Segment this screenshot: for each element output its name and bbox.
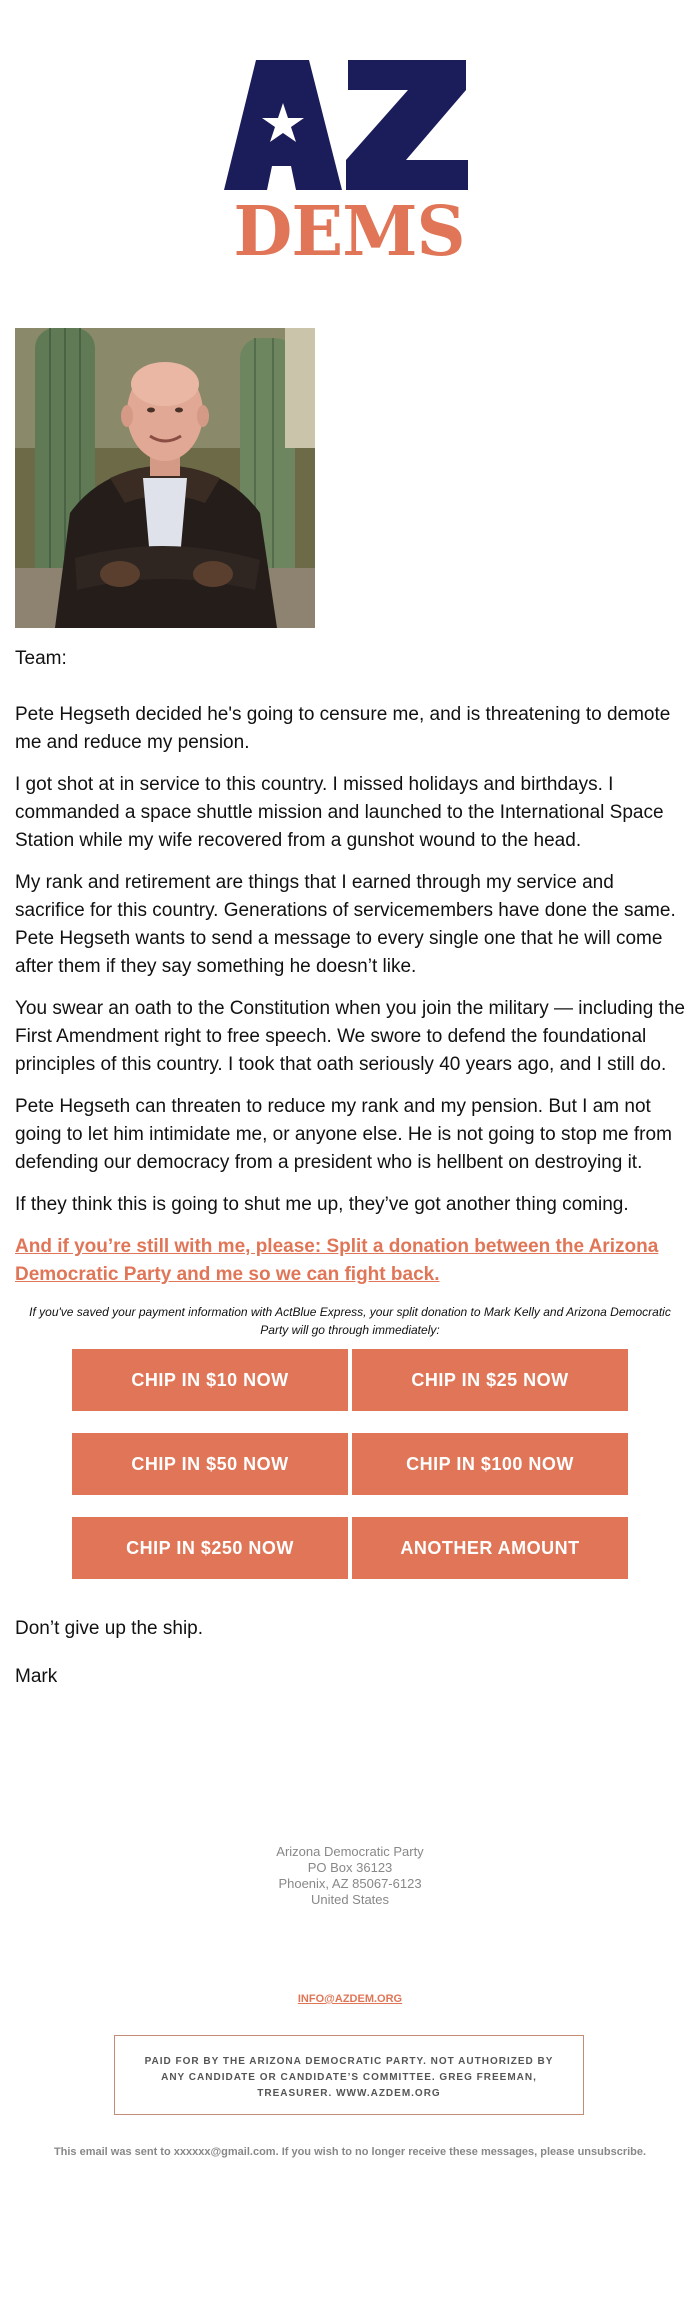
paragraph: Pete Hegseth decided he's going to censure me, and is threatening to demote me and reduce my pension. — [15, 704, 671, 753]
chip-in-50-button[interactable]: CHIP IN $50 NOW — [72, 1433, 348, 1495]
donation-buttons — [72, 1349, 628, 1579]
paragraph: You swear an oath to the Constitution when you join the military — including the First Amendment right to free speech. We swore to defend the foundational principles of this country. I took that oath seriously 40 years ago, and I still do. — [15, 998, 685, 1075]
paragraph: Pete Hegseth can threaten to reduce my rank and my pension. But I am not going to let him intimidate me, or anyone else. He is not going to stop me from defending our democracy from a president who is hellbent on destroying it. — [15, 1096, 672, 1173]
portrait-illustration — [15, 328, 315, 628]
chip-in-250-button[interactable]: CHIP IN $250 NOW — [72, 1517, 348, 1579]
address-line: Phoenix, AZ 85067-6123 — [278, 1876, 422, 1891]
sent-notice: This email was sent to xxxxxx@gmail.com. If you wish to no longer receive these messages, please unsubscribe. — [53, 2146, 647, 2158]
footer-address — [0, 1844, 700, 1908]
portrait-photo — [15, 328, 315, 628]
footer-email — [0, 1993, 700, 2005]
az-dems-logo-graphic — [224, 60, 474, 260]
address-line: PO Box 36123 — [307, 1860, 393, 1875]
another-amount-button[interactable]: ANOTHER AMOUNT — [352, 1517, 628, 1579]
letter-body — [15, 630, 685, 1691]
az-dems-logo — [224, 60, 474, 260]
split-donation-link[interactable]: And if you’re still with me, please: Split a donation between the Arizona Democratic Party and me so we can fight back. — [15, 1236, 659, 1285]
signoff: Don’t give up the ship. — [15, 1618, 204, 1639]
actblue-express-notice: If you've saved your payment information with ActBlue Express, your split donation to Mark Kelly and Arizona Democratic Party will go through immediately: — [29, 1305, 671, 1337]
chip-in-10-button[interactable]: CHIP IN $10 NOW — [72, 1349, 348, 1411]
email-link[interactable]: INFO@AZDEM.ORG — [297, 1993, 403, 2005]
chip-in-100-button[interactable]: CHIP IN $100 NOW — [352, 1433, 628, 1495]
signature: Mark — [15, 1666, 58, 1687]
address-line: Arizona Democratic Party — [276, 1844, 424, 1859]
address-line: United States — [310, 1892, 390, 1907]
paid-for-disclaimer: PAID FOR BY THE ARIZONA DEMOCRATIC PARTY. NOT AUTHORIZED BY ANY CANDIDATE OR CANDIDATE’S COMMITTEE. GREG FREEMAN, TREASURER. WWW.AZDEM.ORG — [114, 2035, 584, 2115]
paragraph: My rank and retirement are things that I earned through my service and sacrifice for this country. Generations of servicemembers have done the same. Pete Hegseth wants to send a message to every single one that he will come after them if they say something he doesn’t like. — [15, 872, 676, 977]
chip-in-25-button[interactable]: CHIP IN $25 NOW — [352, 1349, 628, 1411]
paragraph: I got shot at in service to this country. I missed holidays and birthdays. I commanded a space shuttle mission and launched to the International Space Station while my wife recovered from a gunshot wound to the head. — [15, 774, 664, 851]
greeting: Team: — [15, 648, 67, 669]
logo-dems-text: DEMS — [233, 192, 465, 260]
paragraph: If they think this is going to shut me up, they’ve got another thing coming. — [15, 1194, 629, 1215]
